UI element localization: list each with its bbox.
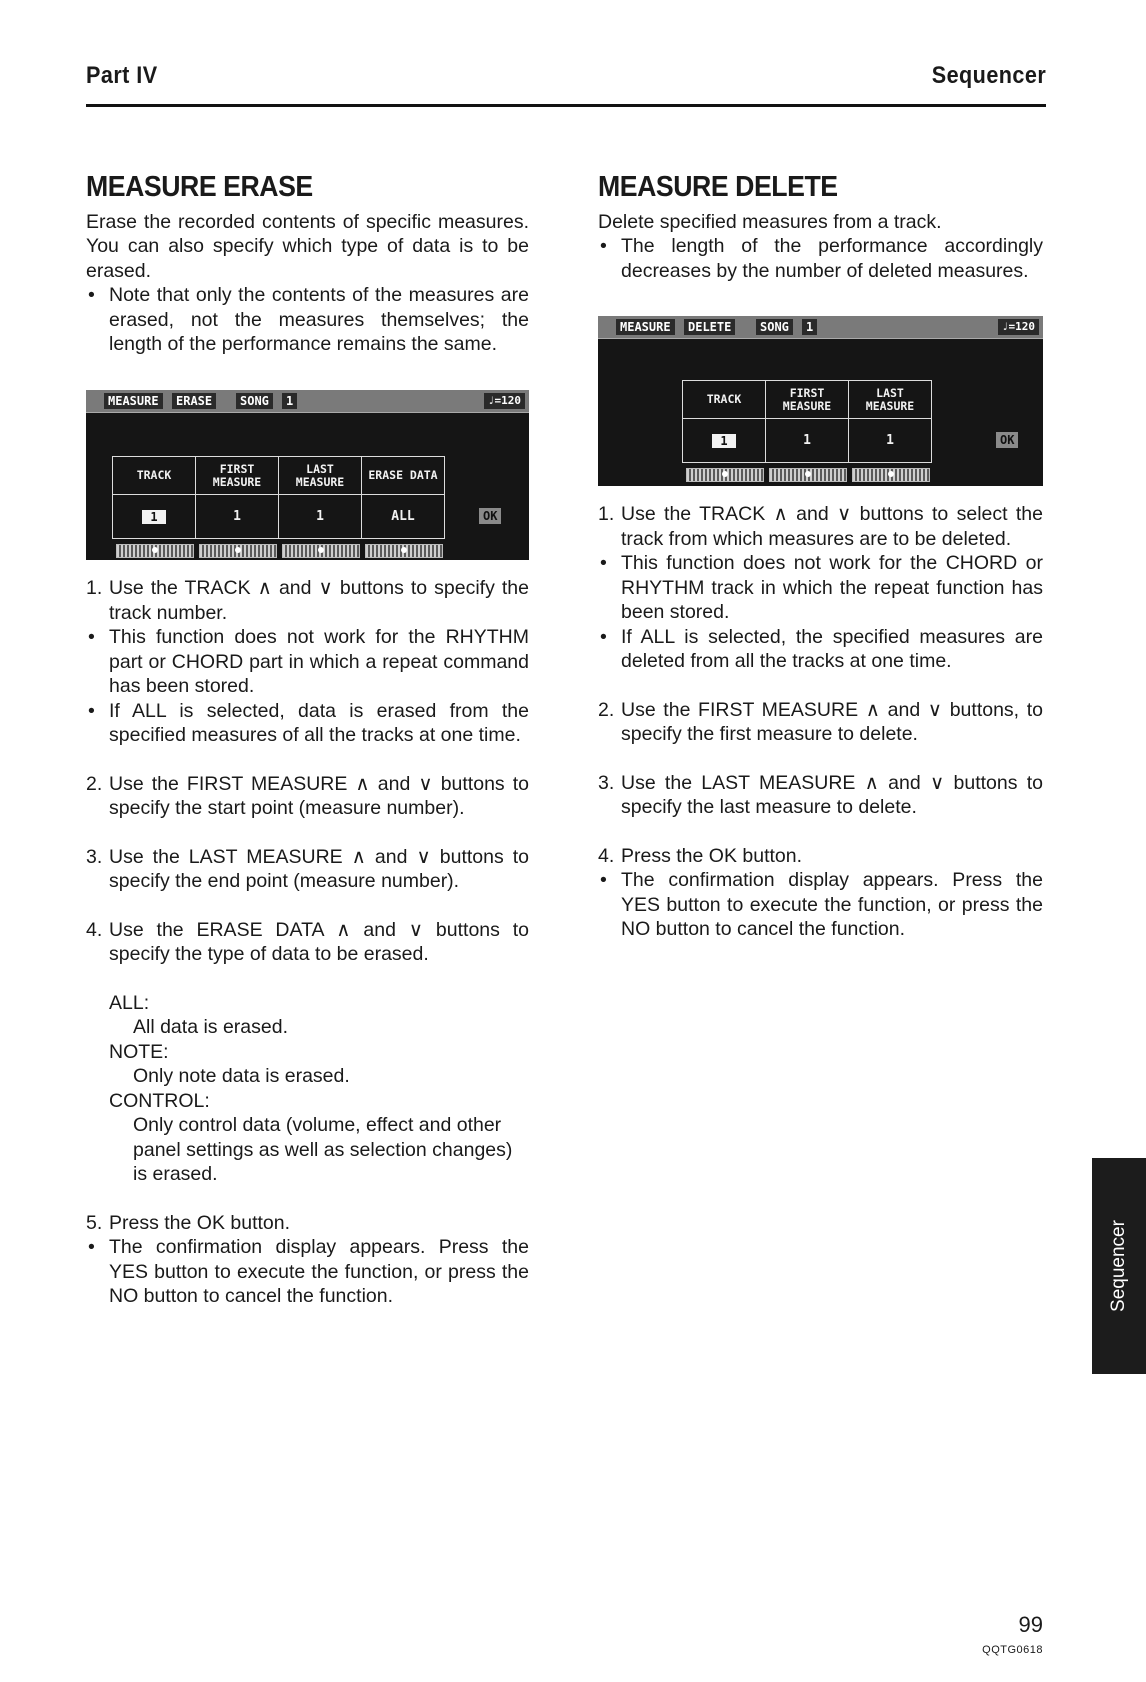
lcd-title-seg: 1 — [282, 393, 297, 409]
option-label: CONTROL: — [109, 1089, 210, 1112]
lcd-title-seg: MEASURE — [616, 319, 675, 335]
measure-erase-column — [86, 171, 529, 357]
lcd-first-value: 1 — [766, 419, 849, 463]
lcd-tempo: ♩=120 — [484, 393, 525, 409]
side-tab-label: Sequencer — [1108, 1220, 1129, 1312]
step-1: 1. Use the TRACK ∧ and ∨ buttons to select the track from which measures are to be deleted. — [598, 503, 1043, 550]
measure-delete-title: MEASURE DELETE — [598, 171, 838, 203]
header-rule — [86, 104, 1046, 107]
lcd-col-track-head: TRACK — [113, 457, 196, 495]
lcd-title-seg: ERASE — [172, 393, 216, 409]
lcd-col-last-head: LAST MEASURE — [849, 381, 932, 419]
lcd-col-last-head: LAST MEASURE — [279, 457, 362, 495]
lcd-last-value: 1 — [849, 419, 932, 463]
step-4-note: • The confirmation display appears. Press the YES button to execute the function, or press the NO button to cancel the function. — [598, 868, 1043, 942]
lcd-track-value: 1 — [683, 419, 766, 463]
section-label: Sequencer — [931, 62, 1046, 89]
last-measure-up-down-buttons[interactable] — [852, 468, 930, 482]
last-measure-up-down-buttons[interactable] — [282, 544, 360, 558]
option-desc: Only control data (volume, effect and other panel settings as well as selection changes) is erased. — [133, 1114, 513, 1185]
lcd-title-seg: DELETE — [684, 319, 735, 335]
step-4: 4. Press the OK button. — [598, 844, 803, 867]
lcd-col-first-head: FIRST MEASURE — [766, 381, 849, 419]
option-desc: All data is erased. — [133, 1016, 289, 1038]
lcd-title-bar — [598, 316, 1043, 339]
document-code: QQTG0618 — [982, 1644, 1043, 1656]
lcd-ok-button[interactable]: OK — [479, 508, 501, 524]
step-1-note: • If ALL is selected, the specified measures are deleted from all the tracks at one time. — [598, 625, 1043, 674]
option-label: NOTE: — [109, 1040, 169, 1063]
step-1-note: • If ALL is selected, data is erased from the specified measures of all the tracks at one time. — [86, 699, 529, 748]
measure-erase-steps — [86, 576, 529, 1309]
lcd-erase-value: ALL — [362, 495, 445, 539]
first-measure-up-down-buttons[interactable] — [199, 544, 277, 558]
section-side-tab — [1092, 1158, 1146, 1374]
measure-delete-lcd — [598, 316, 1043, 486]
lcd-col-erase-head: ERASE DATA — [362, 457, 445, 495]
intro-text: Delete specified measures from a track. — [598, 210, 942, 233]
option-label: ALL: — [109, 991, 150, 1014]
measure-erase-title: MEASURE ERASE — [86, 171, 313, 203]
step-2: 2. Use the FIRST MEASURE ∧ and ∨ buttons, to specify the first measure to delete. — [598, 698, 1043, 745]
intro-note: • The length of the performance accordingly decreases by the number of deleted measures. — [598, 234, 1043, 283]
erase-data-up-down-buttons[interactable] — [365, 544, 443, 558]
measure-delete-column — [598, 171, 1043, 283]
step-5: 5. Press the OK button. — [86, 1211, 291, 1234]
track-up-down-buttons[interactable] — [686, 468, 764, 482]
lcd-param-table — [112, 456, 445, 539]
step-1-note: • This function does not work for the CHORD or RHYTHM track in which the repeat function has been stored. — [598, 551, 1043, 625]
step-5-note: • The confirmation display appears. Press the YES button to execute the function, or press the NO button to cancel the function. — [86, 1235, 529, 1309]
first-measure-up-down-buttons[interactable] — [769, 468, 847, 482]
part-label: Part IV — [86, 62, 158, 89]
lcd-col-first-head: FIRST MEASURE — [196, 457, 279, 495]
intro-text: Erase the recorded contents of specific measures. You can also specify which type of data is to be erased. — [86, 210, 529, 282]
intro-note: • Note that only the contents of the measures are erased, not the measures themselves; the length of the performance remains the same. — [86, 283, 529, 357]
step-3: 3. Use the LAST MEASURE ∧ and ∨ buttons to specify the last measure to delete. — [598, 771, 1043, 818]
lcd-title-seg: 1 — [802, 319, 817, 335]
track-up-down-buttons[interactable] — [116, 544, 194, 558]
step-3: 3. Use the LAST MEASURE ∧ and ∨ buttons to specify the end point (measure number). — [86, 845, 529, 892]
measure-erase-lcd — [86, 390, 529, 560]
lcd-title-bar — [86, 390, 529, 413]
measure-delete-steps — [598, 502, 1043, 942]
lcd-param-table — [682, 380, 932, 463]
step-4: 4. Use the ERASE DATA ∧ and ∨ buttons to specify the type of data to be erased. — [86, 918, 529, 965]
page-number: 99 — [1018, 1612, 1043, 1637]
lcd-last-value: 1 — [279, 495, 362, 539]
lcd-ok-button[interactable]: OK — [996, 432, 1018, 448]
lcd-title-seg: SONG — [236, 393, 273, 409]
step-1: 1. Use the TRACK ∧ and ∨ buttons to specify the track number. — [86, 577, 529, 624]
lcd-title-seg: SONG — [756, 319, 793, 335]
lcd-title-seg: MEASURE — [104, 393, 163, 409]
step-2: 2. Use the FIRST MEASURE ∧ and ∨ buttons to specify the start point (measure number). — [86, 772, 529, 819]
lcd-col-track-head: TRACK — [683, 381, 766, 419]
step-1-note: • This function does not work for the RHYTHM part or CHORD part in which a repeat command has been stored. — [86, 625, 529, 699]
lcd-tempo: ♩=120 — [998, 319, 1039, 335]
lcd-first-value: 1 — [196, 495, 279, 539]
option-desc: Only note data is erased. — [133, 1065, 350, 1087]
lcd-track-value: 1 — [113, 495, 196, 539]
